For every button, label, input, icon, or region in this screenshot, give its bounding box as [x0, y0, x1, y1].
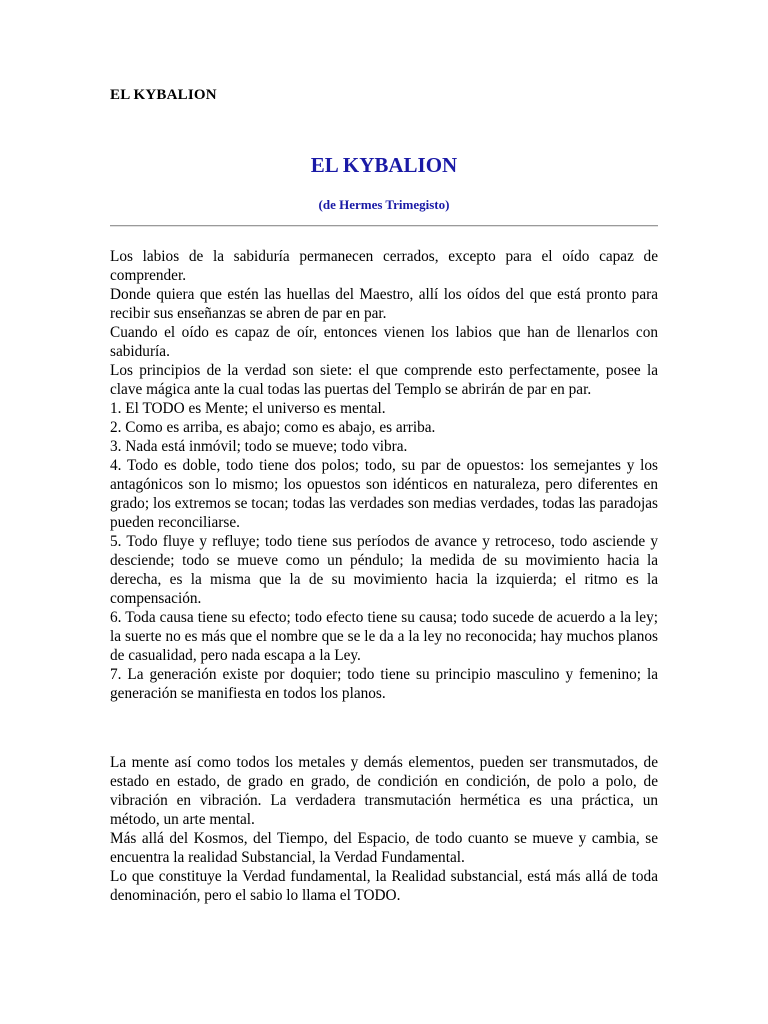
principle-item: 1. El TODO es Mente; el universo es mental. — [110, 400, 386, 417]
running-header-title: EL KYBALION — [110, 87, 217, 103]
principle-item: 3. Nada está inmóvil; todo se mueve; todo vibra. — [110, 438, 408, 455]
document-title: EL KYBALION — [310, 153, 458, 177]
paragraph: Donde quiera que estén las huellas del Maestro, allí los oídos del que está pronto para recibir sus enseñanzas se abren de par en par. — [110, 286, 658, 322]
principle-item: 6. Toda causa tiene su efecto; todo efecto tiene su causa; todo sucede de acuerdo a la ley; la suerte no es más que el nombre que se le da a la ley no reconocida; hay muchos planos de casualidad, pero nada escapa a la Ley. — [110, 609, 658, 664]
paragraph: Más allá del Kosmos, del Tiempo, del Espacio, de todo cuanto se mueve y cambia, se encuentra la realidad Substancial, la Verdad Fundamental. — [110, 830, 658, 866]
principle-item: 7. La generación existe por doquier; todo tiene su principio masculino y femenino; la generación se manifiesta en todos los planos. — [110, 666, 658, 702]
paragraph: Cuando el oído es capaz de oír, entonces vienen los labios que han de llenarlos con sabiduría. — [110, 324, 658, 360]
horizontal-divider — [110, 225, 658, 227]
paragraph: Los labios de la sabiduría permanecen cerrados, excepto para el oído capaz de comprender. — [110, 248, 658, 284]
principle-item: 5. Todo fluye y refluye; todo tiene sus períodos de avance y retroceso, todo asciende y desciende; todo se mueve como un péndulo; la medida de su movimiento hacia la derecha, es la misma que la de su movimiento hacia la izquierda; el ritmo es la compensación. — [110, 533, 658, 607]
document-subtitle: (de Hermes Trimegisto) — [318, 197, 450, 212]
paragraph: Lo que constituye la Verdad fundamental, la Realidad substancial, está más allá de toda denominación, pero el sabio lo llama el TODO. — [110, 868, 658, 904]
principle-item: 4. Todo es doble, todo tiene dos polos; todo, su par de opuestos: los semejantes y los antagónicos son lo mismo; los opuestos son idénticos en naturaleza, pero diferentes en grado; los extremos se tocan; todas las verdades son medias verdades, todas las paradojas pueden reconciliarse. — [110, 457, 658, 531]
paragraph: La mente así como todos los metales y demás elementos, pueden ser transmutados, de estado en estado, de grado en grado, de condición en condición, de polo a polo, de vibración en vibración. La verdadera transmutación hermética es una práctica, un método, un arte mental. — [110, 754, 658, 828]
principle-item: 2. Como es arriba, es abajo; como es abajo, es arriba. — [110, 419, 436, 436]
text-section-principles — [110, 247, 658, 703]
paragraph: Los principios de la verdad son siete: el que comprende esto perfectamente, posee la clave mágica ante la cual todas las puertas del Templo se abrirán de par en par. — [110, 362, 658, 398]
text-section-transmutation — [110, 753, 658, 905]
